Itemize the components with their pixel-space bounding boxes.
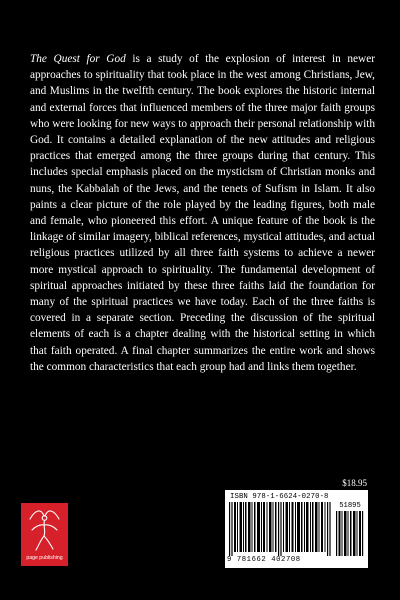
blurb-body: is a study of the explosion of interest in newer approaches to spirituality that took place in the west among Christians, Jew, and Muslims in the twelfth century. The book explores the historic internal and external forces that influenced members of the three major faith groups who were looking for new ways to approach their personal relationship with God. It contains a detailed explanation of the new attitudes and religious practices that emerged among the three groups during that century. This includes special emphasis placed on the mysticism of Christian monks and nuns, the Kabbalah of the Jews, and the tenets of Sufism in Islam. It also paints a clear picture of the role played by the leading figures, both male and female, who pioneered this effort. A unique feature of the book is the linkage of similar imagery, biblical references, mystical attitudes, and actual religious practices utilized by all three faith systems to achieve a newer more mystical approach to spirituality. The fundamental development of spiritual approaches initiated by these three faiths laid the foundation for many of the spiritual practices we have today. Each of the three faiths is covered in a separate section. Preceding the discussion of the spiritual elements of each is a chapter dealing with the historical setting in which that faith operated. A final chapter summarizes the entire work and shows the common characteristics that each group had and links them together. [30, 53, 375, 373]
isbn-label: ISBN 978-1-6624-0270-8 [230, 493, 329, 501]
price-label: $18.95 [342, 478, 367, 488]
book-title: The Quest for God [30, 53, 126, 65]
barcode-bars-icon [229, 502, 365, 556]
dancing-figure-logo-icon [27, 506, 62, 552]
book-blurb [30, 51, 375, 375]
publisher-name: page publishing [26, 555, 63, 561]
addon-digits: 51895 [339, 502, 361, 510]
isbn-barcode [225, 490, 368, 568]
ean-digits: 9 781662 402708 [227, 556, 301, 564]
publisher-logo [21, 503, 68, 566]
